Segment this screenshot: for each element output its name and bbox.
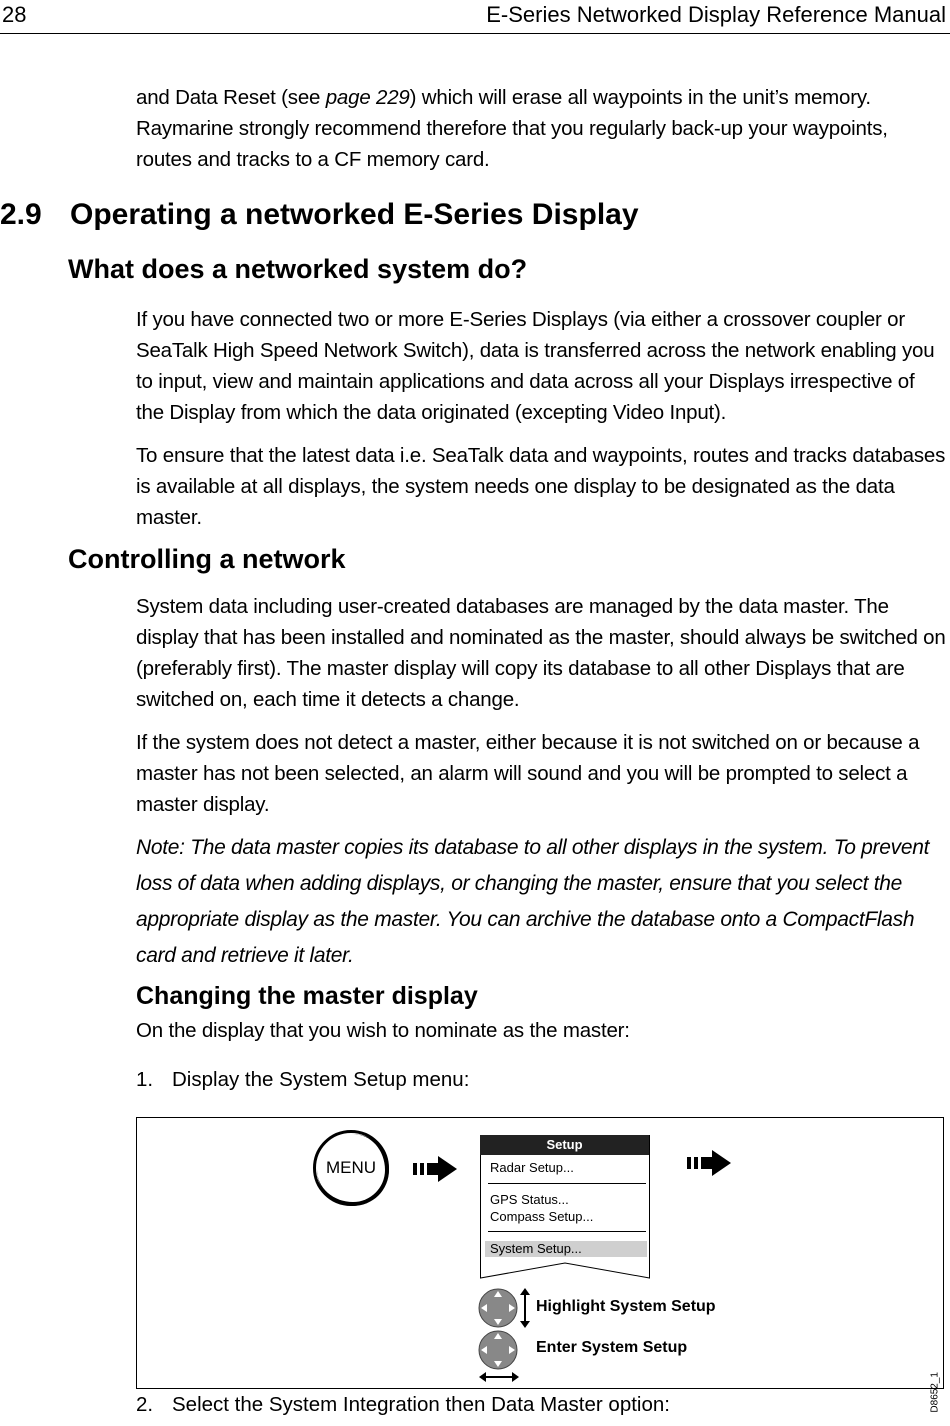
page-link[interactable]: page 229 — [325, 86, 410, 109]
screen-item-compass-setup[interactable]: Compass Setup... — [490, 1209, 594, 1224]
step-2 — [136, 1393, 670, 1417]
page-number: 28 — [2, 2, 27, 27]
setup-screen — [480, 1135, 649, 1277]
caption-highlight: Highlight System Setup — [536, 1298, 716, 1315]
header-rule — [0, 33, 950, 34]
intro-paragraph — [136, 82, 946, 175]
arrow-right-icon — [413, 1154, 463, 1184]
intro-text-before: and Data Reset (see — [136, 86, 326, 109]
heading-changing: Changing the master display — [136, 982, 478, 1010]
menu-button-label: MENU — [325, 1158, 377, 1177]
screen-title: Setup — [480, 1135, 649, 1155]
paragraph-changing-intro: On the display that you wish to nominate as the master: — [136, 1019, 630, 1042]
paragraph-no-master-alarm: If the system does not detect a master, either because it is not switched on or because a master has not been selected, an alarm will sound and you will be prompted to select a master display. — [136, 731, 920, 816]
paragraph-master-management: System data including user-created databases are managed by the data master. The display that has been installed and nominated as the master, should always be switched on (preferably first). The master display will copy its database to all other Displays that are switched on, each time it detects a change. — [136, 595, 946, 711]
trackpad-icon[interactable] — [478, 1330, 518, 1370]
arrow-right-icon — [687, 1148, 737, 1178]
caption-enter: Enter System Setup — [536, 1339, 688, 1356]
menu-button[interactable] — [313, 1130, 389, 1206]
screen-item-system-setup[interactable]: System Setup... — [490, 1241, 582, 1256]
paragraph-network-transfer: If you have connected two or more E-Series Displays (via either a crossover coupler or SeaTalk High Speed Network Switch), data is transferred across the network enabling you to input, view and maintain applications and data across all your Displays irrespective of the Display from which the data originated (excepting Video Input). — [136, 308, 935, 424]
step-2-number: 2. — [136, 1393, 154, 1416]
heading-what-does: What does a networked system do? — [68, 254, 528, 284]
screen-divider — [488, 1183, 646, 1184]
paragraph-data-master: To ensure that the latest data i.e. SeaTalk data and waypoints, routes and tracks databases is available at all displays, the system needs one display to be designated as the data master. — [136, 444, 946, 529]
page-header-title: E-Series Networked Display Reference Manual — [486, 2, 946, 27]
section-title: Operating a networked E-Series Display — [70, 198, 639, 231]
up-down-arrow-icon — [518, 1288, 532, 1328]
section-number: 2.9 — [0, 198, 42, 231]
screen-divider — [488, 1231, 646, 1232]
step-1-number: 1. — [136, 1068, 154, 1091]
heading-controlling: Controlling a network — [68, 544, 346, 574]
note-archive: Note: The data master copies its database to all other displays in the system. To prevent loss of data when adding displays, or changing the master, ensure that you select the appropriate display as the master. You can archive the database onto a CompactFlash card and retrieve it later. — [136, 836, 930, 967]
intro-text-after: ) which will erase all waypoints in the unit’s memory. Raymarine strongly recommend therefore that you regularly back-up your waypoints, routes and tracks to a CF memory card. — [136, 86, 888, 171]
figure-code: D8652_1 — [930, 1372, 941, 1413]
screen-item-gps-status[interactable]: GPS Status... — [490, 1192, 569, 1207]
left-right-arrow-icon — [479, 1370, 519, 1384]
screen-item-radar-setup[interactable]: Radar Setup... — [490, 1160, 574, 1175]
step-2-text: Select the System Integration then Data Master option: — [172, 1393, 670, 1416]
step-1 — [136, 1068, 469, 1092]
step-1-text: Display the System Setup menu: — [172, 1068, 470, 1091]
trackpad-icon[interactable] — [478, 1288, 518, 1328]
